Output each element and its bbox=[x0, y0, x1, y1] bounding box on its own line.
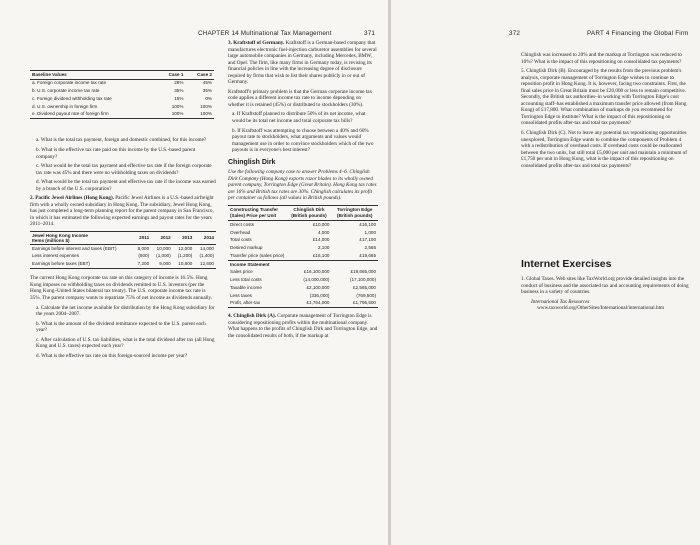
table-row bbox=[228, 284, 378, 292]
jewel-title-line2: Items (millions $) bbox=[32, 238, 70, 244]
chinglish-heading: Chinglish Dirk bbox=[228, 158, 276, 166]
table-cell: 9,000 bbox=[159, 261, 171, 267]
table-row bbox=[228, 252, 378, 260]
chinglish-table bbox=[228, 205, 378, 308]
table-cell: Less taxes bbox=[230, 292, 252, 298]
q2-paragraph bbox=[30, 195, 216, 228]
table-cell: 35% bbox=[202, 88, 212, 94]
table-cell: Transfer price (sales price) bbox=[230, 252, 285, 258]
year-2012: 2012 bbox=[160, 234, 171, 240]
table-cell: 100% bbox=[200, 111, 212, 117]
q2-part-d: d. What is the effective tax rate on this foreign-sourced income per year? bbox=[36, 352, 188, 359]
ie1-link-row bbox=[521, 299, 689, 312]
table-cell: (800) bbox=[138, 253, 150, 259]
chinglish-intro: Use the following company case to answer Problems 4–6. Chinglish Dirk Company (Hong Kong) exports razor blades to its wholly owned parent company, Torrington Edge (Great Britain). Hong Kong tax rates are 16% and British tax rates are 30%. Chinglish calculates its profit per container as follows (all values in British pounds). bbox=[228, 169, 377, 202]
table-cell: £17,100 bbox=[359, 237, 376, 243]
table-cell: 45% bbox=[202, 80, 212, 86]
table-cell: Desired markup bbox=[230, 245, 263, 251]
q1-part-b: b. What is the effective tax rate paid on this income by the U.S.-based parent company? bbox=[36, 146, 196, 160]
table-cell: Total costs bbox=[230, 237, 252, 243]
ie1-paragraph: 1. Global Taxes. Web sites like TaxWorld.org provide detailed insights into the conduct of business and the associated tax and accounting requirements of doing business in a variety of countries. bbox=[521, 276, 689, 296]
jewel-income-table bbox=[30, 231, 216, 269]
q1-part-a: a. What is the total tax payment, foreign and domestic combined, for this income? bbox=[36, 137, 207, 144]
table-cell: 4,000 bbox=[317, 229, 330, 235]
q4-continued: Chinglish was increased to 20% and the markup at Torrington was reduced to 10%? What is the impact of this repositioning on consolidated tax payments? bbox=[521, 52, 682, 65]
table-cell: (336,000) bbox=[309, 292, 330, 298]
q2-text-continued: The current Hong Kong corporate tax rate on this category of income is 16.5%. Hong Kong imposes no withholding taxes on dividends remitted to U.S. investors (per the Hong Kong–United States bilateral tax treaty). The U.S. corporate income tax rate is 35%. The parent company wants to repatriate 75% of net income as dividends annually. bbox=[30, 275, 213, 301]
table-cell: (1,400) bbox=[199, 253, 214, 259]
table-cell: Sales price bbox=[230, 269, 253, 275]
table-cell: 28% bbox=[174, 80, 184, 86]
table-cell: (14,000,000) bbox=[303, 277, 330, 283]
table-row bbox=[30, 245, 216, 253]
baseline-header-case1: Case 1 bbox=[168, 71, 184, 77]
table-cell: c. Foreign dividend withholding tax rate bbox=[32, 95, 112, 101]
table-cell: a. Foreign corporate income tax rate bbox=[32, 80, 107, 86]
q3-paragraph bbox=[228, 40, 378, 86]
table-cell: 0% bbox=[205, 95, 212, 101]
table-row bbox=[228, 245, 378, 253]
table-cell: £1,795,500 bbox=[353, 300, 376, 306]
table-cell: 1,000 bbox=[364, 229, 376, 235]
table-cell: £19,665 bbox=[359, 252, 376, 258]
table-cell: d. U.S. ownership in foreign firm bbox=[32, 103, 98, 109]
table-cell: (769,500) bbox=[356, 292, 376, 298]
table-cell: e. Dividend payout rate of foreign firm bbox=[32, 111, 109, 117]
baseline-header-label: Baseline Values bbox=[32, 71, 67, 77]
table-cell: £14,000 bbox=[312, 237, 330, 243]
q3-part-b: b. If Kraftstoff was attempting to choose between a 40% and 60% payout rate to stockholders, what arguments and values would management use in order to convince stockholders which of the two payouts is in everyone's best interest? bbox=[232, 127, 374, 154]
table-cell: Earnings before interest and taxes (EBIT) bbox=[32, 245, 117, 251]
internet-exercises-title: Internet Exercises bbox=[521, 258, 612, 270]
jewel-title-line1: Jewel Hong Kong Income bbox=[32, 232, 88, 238]
table-cell: £16,100,000 bbox=[303, 269, 330, 275]
table-cell: £2,100,000 bbox=[306, 284, 330, 290]
q3-title: 3. Kraftstoff of Germany. bbox=[228, 40, 285, 46]
table-cell: (1,200) bbox=[177, 253, 193, 259]
table-cell: 12,000 bbox=[178, 245, 193, 251]
q2-part-a: a. Calculate the net income available for distribution by the Hong Kong subsidiary for the years 2004–2007. bbox=[36, 304, 215, 318]
table-cell: 12,600 bbox=[199, 261, 214, 267]
chinglish-header-torrington: Torrington Edge (British pounds) bbox=[336, 206, 373, 219]
ie1-link-url[interactable]: www.taxworld.org/OtherSites/International/international.htm bbox=[537, 305, 665, 312]
table-row bbox=[30, 87, 214, 95]
q3-text-2: Kraftstoff's primary problem is that the German corporate income tax code applies a different income tax rate to income depending on whether it is retained (45%) or distributed to stockholders (30%). bbox=[228, 88, 373, 108]
table-cell: 10,800 bbox=[178, 261, 193, 267]
table-cell: b. U.S. corporate income tax rate bbox=[32, 88, 100, 94]
q4-text: Corporate management of Torrington Edge is considering repositioning profits within the multinational company. What happens to the profits of Chinglish Dirk and Torrington Edge, and the consolidated results of both, if the markup at bbox=[228, 313, 378, 340]
baseline-values-table bbox=[30, 70, 214, 119]
q3-parts bbox=[228, 111, 378, 153]
q3-text: Kraftstoff is a German-based company that manufactures electronic fuel-injection carburetor assemblies for several large automobile companies in Germany, including Mercedes, BMW, and Opel. The firm, like many firms in Germany today, is revising its financial policies in line with the increasing degree of disclosure required by firms that wish to list their shares publicly in or out of Germany. bbox=[228, 40, 377, 86]
right-column bbox=[521, 52, 689, 172]
page-number-left: 371 bbox=[364, 30, 376, 37]
table-cell: Earnings before taxes (EBT) bbox=[32, 261, 90, 267]
q1-parts bbox=[30, 137, 216, 192]
baseline-header-case2: Case 2 bbox=[197, 71, 212, 77]
q3-part-a: a. If Kraftstoff planned to distribute 50% of its net income, what would be its total net income and total corporate tax bills? bbox=[232, 111, 366, 125]
table-cell: 100% bbox=[171, 111, 184, 117]
table-row bbox=[228, 276, 378, 284]
q2-text: Pacific Jewel Airlines is a U.S.-based airfreight firm with a wholly owned subsidiary in Hong Kong. The subsidiary, Jewel Hong Kong, has just completed a long-term planning report for the parent company in San Francisco, in which it has estimated the following expected earnings and payout rates for the years 2011–2014. bbox=[30, 195, 214, 228]
ie1-link-label: International Tax Resources bbox=[531, 298, 590, 305]
table-row bbox=[30, 103, 214, 111]
table-cell: 14,000 bbox=[199, 245, 214, 251]
table-row bbox=[228, 292, 378, 300]
table-cell: (17,100,000) bbox=[349, 277, 376, 283]
chapter-header: CHAPTER 14 Multinational Tax Management bbox=[198, 30, 332, 37]
table-row bbox=[30, 111, 214, 119]
table-row bbox=[30, 253, 216, 261]
chinglish-header-label: Constructing Transfer (Sales) Price per Unit bbox=[230, 206, 278, 219]
part-header: PART 4 Financing the Global Firm bbox=[587, 30, 689, 37]
table-cell: £16,100 bbox=[359, 221, 376, 227]
table-cell: 35% bbox=[174, 88, 184, 94]
table-cell: £1,764,000 bbox=[306, 300, 330, 306]
table-cell: Direct costs bbox=[230, 221, 254, 227]
table-cell: 7,200 bbox=[137, 261, 150, 267]
q1-part-d: d. What would be the total tax payment and effective tax rate if the income was earned by a branch of the U.S. corporation? bbox=[36, 179, 216, 192]
q2-parts bbox=[30, 305, 216, 360]
table-row bbox=[30, 261, 216, 269]
table-cell: 8,000 bbox=[137, 245, 150, 251]
right-page bbox=[391, 0, 700, 545]
table-cell: Less total costs bbox=[230, 277, 262, 283]
q5-paragraph: 5. Chinglish Dirk (B). Encouraged by the results from the previous problem's analysis, corporate management of Torrington Edge wishes to continue to reposition profit in Hong Kong. It is, however, facing two constraints. First, the final sales price in Great Britain must be £20,000 or less to remain competitive. Secondly, the British tax authorities–in working with Torrington Edge's cost accounting staff–has established a maximum transfer price allowed (from Hong Kong) of £17,800. What combination of markups do you recommend for Torrington Edge to institute? What is the impact of this repositioning on consolidated profits after-tax and total tax payments? bbox=[521, 68, 687, 127]
year-2013: 2013 bbox=[182, 234, 193, 240]
table-cell: £2,565,000 bbox=[353, 284, 376, 290]
q1-part-c: c. What would be the total tax payment and effective tax rate if the foreign corporate tax rate was 45% and there were no withholding taxes on dividends? bbox=[36, 163, 212, 176]
table-row bbox=[228, 229, 378, 237]
table-cell: 10,000 bbox=[156, 245, 171, 251]
table-cell: £19,665,000 bbox=[350, 269, 376, 275]
table-cell: 100% bbox=[200, 103, 212, 109]
table-cell: 2,100 bbox=[317, 245, 330, 251]
table-row bbox=[228, 300, 378, 308]
table-cell: Taxable income bbox=[230, 284, 262, 290]
table-cell: Less interest expenses bbox=[32, 253, 79, 259]
internet-exercises bbox=[521, 276, 689, 312]
q2-title: 2. Pacific Jewel Airlines (Hong Kong). bbox=[30, 195, 114, 202]
q2-part-b: b. What is the amount of the dividend remittance expected to the U.S. parent each year? bbox=[36, 320, 206, 334]
q4-title: 4. Chinglish Dirk (A). bbox=[228, 313, 276, 320]
table-row bbox=[30, 95, 214, 103]
table-cell: 2,565 bbox=[364, 245, 376, 251]
page-number-right: 372 bbox=[509, 30, 521, 37]
left-column bbox=[30, 70, 216, 362]
table-cell: £10,000 bbox=[312, 221, 330, 227]
table-cell: (1,000) bbox=[156, 253, 171, 259]
year-2014: 2014 bbox=[203, 234, 214, 240]
table-row bbox=[228, 269, 378, 277]
chinglish-header-dirk: Chinglish Dirk (British pounds) bbox=[291, 206, 327, 219]
table-row bbox=[228, 237, 378, 245]
table-cell: 15% bbox=[174, 95, 184, 101]
table-cell: Profit, after-tax bbox=[230, 300, 261, 306]
jewel-table-title bbox=[30, 231, 133, 244]
q4-paragraph bbox=[228, 313, 378, 339]
table-cell: 100% bbox=[171, 103, 184, 109]
income-statement-heading: Income Statement bbox=[230, 261, 270, 267]
table-cell: Overhead bbox=[230, 229, 251, 235]
year-2011: 2011 bbox=[139, 234, 150, 240]
table-cell: £16,100 bbox=[312, 252, 330, 258]
q6-paragraph: 6. Chinglish Dirk (C). Not to leave any potential tax repositioning opportunities unexplored, Torrington Edge wants to combine the components of Problem 4 with a redistribution of overhead costs. If overhead costs could be reallocated between the two units, but still total £5,000 per unit and maintain a minimum of £1,750 per unit in Hong Kong, what is the impact of this repositioning on consolidated profits after-tax and total tax payments? bbox=[521, 130, 687, 169]
middle-column bbox=[228, 40, 378, 343]
table-row bbox=[30, 79, 214, 87]
q2-part-c: c. After calculation of U.S. tax liabilities, what is the total dividend after tax (all Hong Kong and U.S. taxes) expected each year? bbox=[36, 336, 215, 350]
table-row bbox=[228, 221, 378, 229]
